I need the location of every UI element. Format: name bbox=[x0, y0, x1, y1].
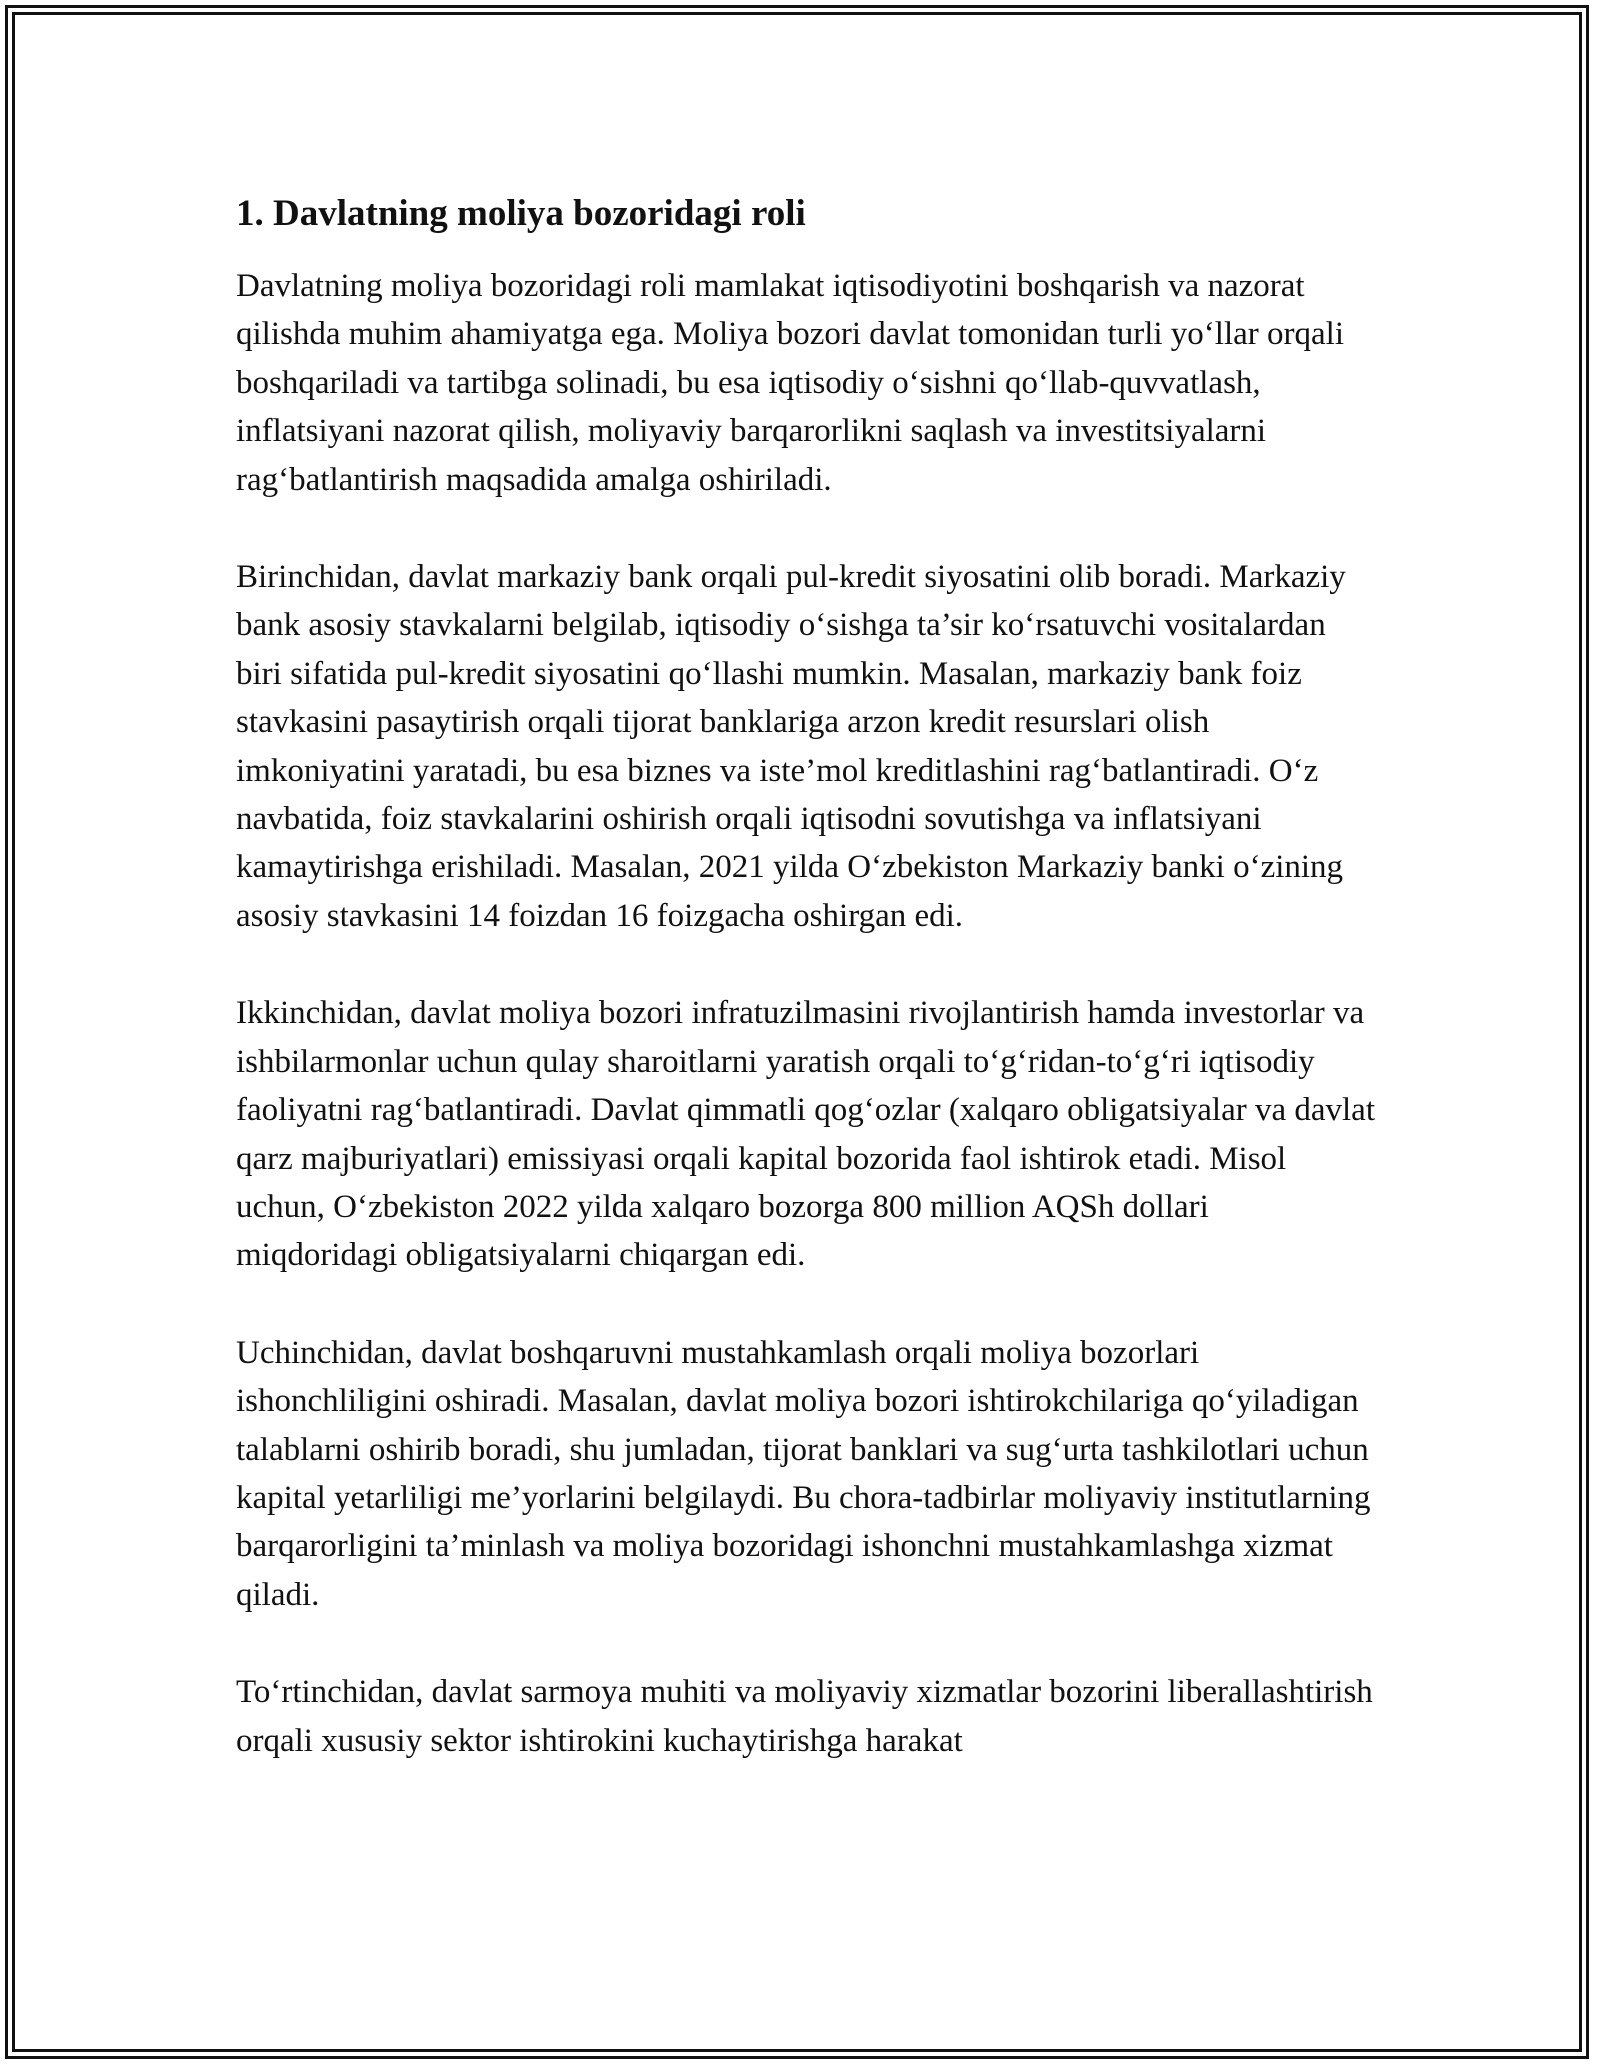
paragraph-third-point: Uchinchidan, davlat boshqaruvni mustahkamlash orqali moliya bozorlari ishonchliligini oshiradi. Masalan, davlat moliya bozori ishtirokchilariga qo‘yiladigan talablarni oshirib boradi, shu jumladan, tijorat banklari va sug‘urta tashkilotlari uchun kapital yetarliligi me’yorlarini belgilaydi. Bu chora-tadbirlar moliyaviy institutlarning barqarorligini ta’minlash va moliya bozoridagi ishonchni mustahkamlashga xizmat qiladi. bbox=[236, 1334, 1371, 1613]
section-heading: 1. Davlatning moliya bozoridagi roli bbox=[236, 193, 806, 234]
paragraph-fourth-point: To‘rtinchidan, davlat sarmoya muhiti va moliyaviy xizmatlar bozorini liberallashtirish orqali xususiy sektor ishtirokini kuchaytirishga harakat bbox=[236, 1674, 1373, 1759]
document-body bbox=[236, 188, 1376, 1814]
paragraph-second-point: Ikkinchidan, davlat moliya bozori infratuzilmasini rivojlantirish hamda investorlar va ishbilarmonlar uchun qulay sharoitlarni yaratish orqali to‘g‘ridan-to‘g‘ri iqtisodiy faoliyatni rag‘batlantiradi. Davlat qimmatli qog‘ozlar (xalqaro obligatsiyalar va davlat qarz majburiyatlari) emissiyasi orqali kapital bozorida faol ishtirok etadi. Misol uchun, O‘zbekiston 2022 yilda xalqaro bozorga 800 million AQSh dollari miqdoridagi obligatsiyalarni chiqargan edi. bbox=[236, 995, 1375, 1274]
paragraph-first-point: Birinchidan, davlat markaziy bank orqali pul-kredit siyosatini olib boradi. Markaziy bank asosiy stavkalarni belgilab, iqtisodiy o‘sishga ta’sir ko‘rsatuvchi vositalardan biri sifatida pul-kredit siyosatini qo‘llashi mumkin. Masalan, markaziy bank foiz stavkasini pasaytirish orqali tijorat banklariga arzon kredit resurslari olish imkoniyatini yaratadi, bu esa biznes va iste’mol kreditlashini rag‘batlantiradi. O‘z navbatida, foiz stavkalarini oshirish orqali iqtisodni sovutishga va inflatsiyani kamaytirishga erishiladi. Masalan, 2021 yilda O‘zbekiston Markaziy banki o‘zining asosiy stavkasini 14 foizdan 16 foizgacha oshirgan edi. bbox=[236, 559, 1346, 934]
paragraph-intro: Davlatning moliya bozoridagi roli mamlakat iqtisodiyotini boshqarish va nazorat qilishda muhim ahamiyatga ega. Moliya bozori davlat tomonidan turli yo‘llar orqali boshqariladi va tartibga solinadi, bu esa iqtisodiy o‘sishni qo‘llab-quvvatlash, inflatsiyani nazorat qilish, moliyaviy barqarorlikni saqlash va investitsiyalarni rag‘batlantirish maqsadida amalga oshiriladi. bbox=[236, 268, 1344, 498]
